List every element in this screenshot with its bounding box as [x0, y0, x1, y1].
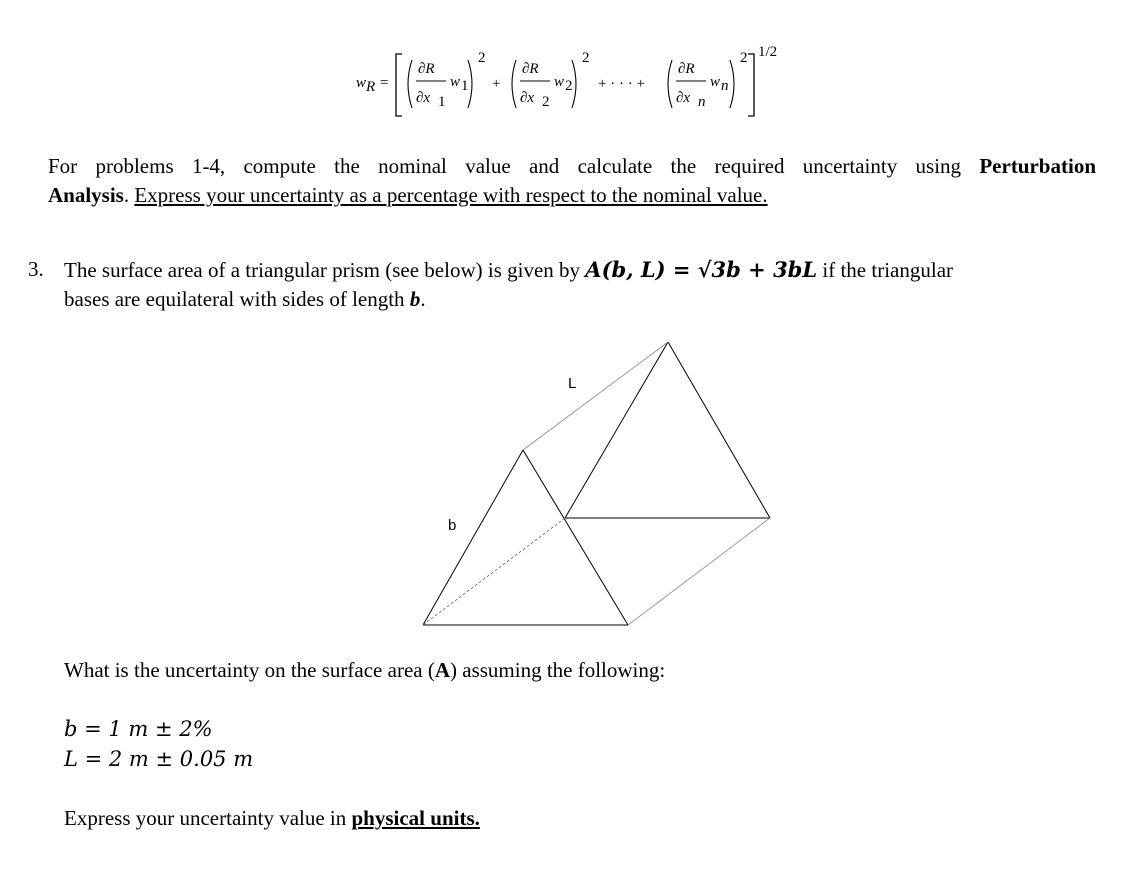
- final-text: Express your uncertainty value in: [64, 806, 352, 830]
- term2-denominator: ∂x: [520, 90, 535, 106]
- plus-1: +: [492, 76, 501, 92]
- term2-numerator: ∂R: [522, 61, 539, 77]
- perturbation-bold: Perturbation: [979, 154, 1096, 178]
- termn-denominator: ∂x: [676, 90, 691, 106]
- problem-3-line-2-end: .: [420, 287, 426, 311]
- percentage-instruction: Express your uncertainty as a percentage with respect to the nominal value.: [134, 183, 768, 207]
- instructions-line-2: [48, 181, 1096, 210]
- surface-area-formula: A(b, L) = √3b + 3bL: [585, 257, 818, 282]
- right-base-edge: [628, 518, 770, 625]
- triangular-prism-diagram: [400, 330, 800, 640]
- term1-numerator: ∂R: [418, 61, 435, 77]
- physical-units-instruction: [64, 804, 480, 833]
- physical-units-emphasis: physical units.: [351, 806, 480, 830]
- termn-weight-sub: n: [721, 78, 729, 94]
- term2-left-paren: [512, 60, 516, 108]
- problem-3-text-b: if the triangular: [817, 258, 954, 282]
- analysis-period: .: [123, 183, 135, 207]
- term2-weight-sub: 2: [565, 78, 573, 94]
- termn-denominator-sub: n: [698, 94, 706, 110]
- termn-weight: w: [710, 74, 721, 90]
- formula-lhs: w: [356, 75, 367, 91]
- termn-left-paren: [668, 60, 672, 108]
- outer-exponent: 1/2: [758, 44, 778, 60]
- formula-lhs-sub: R: [366, 79, 376, 95]
- term1-right-paren: [468, 60, 472, 108]
- termn-square: 2: [740, 50, 748, 66]
- given-L: L = 2 m ± 0.05 m: [64, 747, 254, 771]
- outer-left-bracket: [396, 54, 402, 116]
- formula-equals: =: [380, 75, 389, 91]
- top-ridge-edge: [523, 342, 668, 450]
- term2-square: 2: [582, 50, 590, 66]
- termn-numerator: ∂R: [678, 61, 695, 77]
- given-b: b = 1 m ± 2%: [64, 717, 213, 741]
- uncertainty-formula: [350, 40, 830, 120]
- term1-weight-sub: 1: [461, 78, 469, 94]
- problem-3-line-1: [64, 255, 1108, 285]
- problem-number: 3.: [28, 257, 44, 281]
- label-L: L: [568, 375, 577, 392]
- question-variable: A: [434, 658, 450, 682]
- label-b: b: [448, 517, 457, 534]
- hidden-base-edge: [423, 518, 565, 625]
- question-text-b: ) assuming the following:: [450, 658, 666, 682]
- term1-left-paren: [408, 60, 412, 108]
- term1-denominator: ∂x: [416, 90, 431, 106]
- term1-denominator-sub: 1: [438, 94, 446, 110]
- analysis-bold: Analysis: [48, 183, 124, 207]
- problem-3-text-a: The surface area of a triangular prism (see below) is given by: [64, 258, 586, 282]
- instructions-line-1: [48, 152, 1096, 181]
- ellipsis-plus: + · · · +: [598, 76, 645, 92]
- term2-denominator-sub: 2: [542, 94, 550, 110]
- outer-right-bracket: [748, 54, 754, 116]
- instructions-paragraph: [48, 152, 1096, 210]
- prism-graphic: [400, 330, 800, 640]
- front-edge-left: [423, 450, 523, 625]
- term2-right-paren: [572, 60, 576, 108]
- termn-right-paren: [730, 60, 734, 108]
- uncertainty-question: [64, 656, 665, 685]
- term1-square: 2: [478, 50, 486, 66]
- given-values: [64, 714, 253, 774]
- back-edge-left: [565, 342, 668, 518]
- side-length-variable: b: [409, 287, 421, 311]
- term2-weight: w: [554, 74, 565, 90]
- term1-weight: w: [450, 74, 461, 90]
- problem-3-body: [64, 255, 1108, 314]
- problem-3-line-2-text: bases are equilateral with sides of length: [64, 287, 410, 311]
- back-edge-right: [668, 342, 770, 518]
- question-text-a: What is the uncertainty on the surface area (: [64, 658, 435, 682]
- formula-graphic: [350, 40, 830, 120]
- problem-3-line-2: [64, 285, 1108, 314]
- instructions-text: For problems 1-4, compute the nominal value and calculate the required uncertainty using: [48, 154, 980, 178]
